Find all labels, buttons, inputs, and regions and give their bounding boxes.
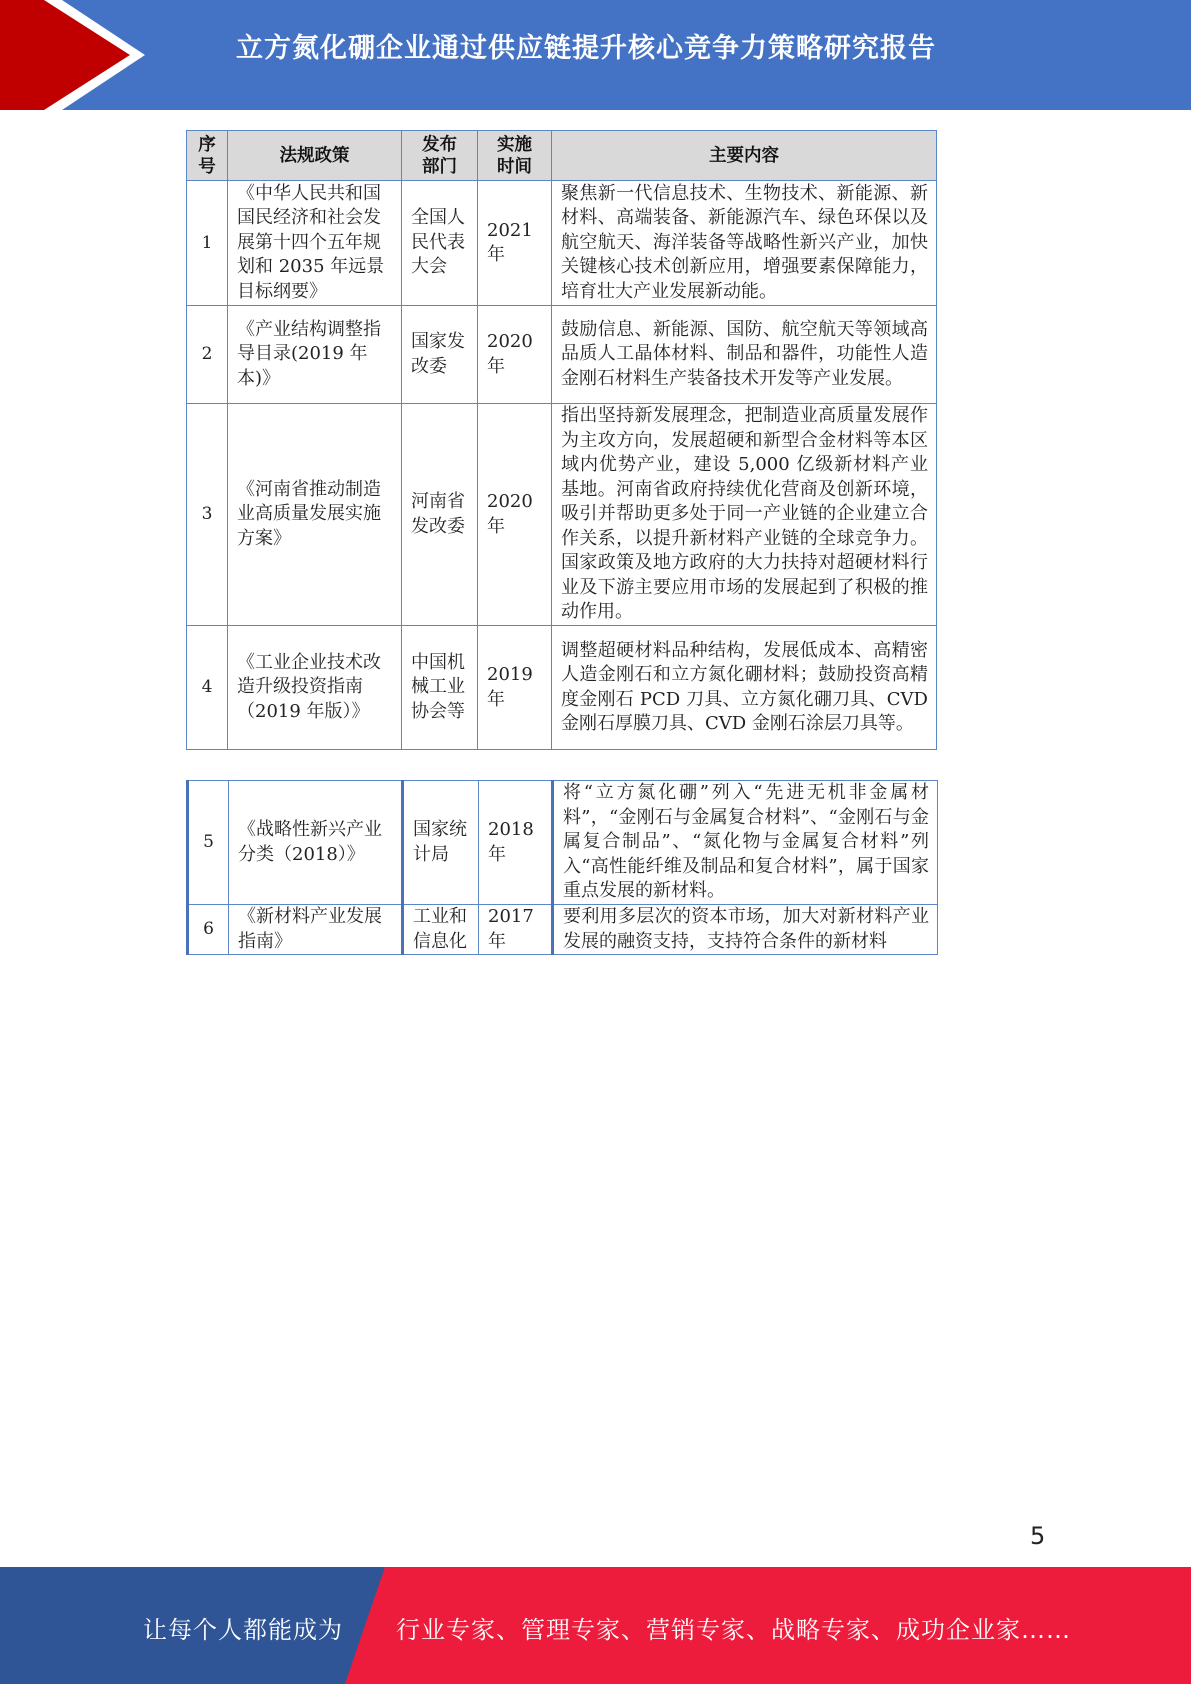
table-header-row	[187, 131, 937, 181]
row-year: 2020 年	[478, 306, 552, 404]
row-no: 5	[188, 781, 229, 905]
footer-slogan-right: 行业专家、管理专家、营销专家、战略专家、成功企业家……	[396, 1616, 1071, 1644]
row-law: 《河南省推动制造业高质量发展实施方案》	[228, 404, 402, 626]
row-main: 调整超硬材料品种结构，发展低成本、高精密人造金刚石和立方氮化硼材料；鼓励投资高精度金刚石 PCD 刀具、立方氮化硼刀具、CVD 金刚石厚膜刀具、CVD 金刚石涂层刀具等。	[552, 626, 937, 750]
row-law: 《新材料产业发展指南》	[229, 905, 403, 955]
row-dept: 中国机械工业协会等	[402, 626, 478, 750]
report-title: 立方氮化硼企业通过供应链提升核心竞争力策略研究报告	[236, 33, 936, 64]
header-no: 序号	[187, 131, 228, 181]
footer-banner	[0, 1567, 1191, 1684]
row-main: 聚焦新一代信息技术、生物技术、新能源、新材料、高端装备、新能源汽车、绿色环保以及航空航天、海洋装备等战略性新兴产业，加快关键核心技术创新应用，增强要素保障能力，培育壮大产业发展新动能。	[552, 181, 937, 306]
table-row	[187, 306, 937, 404]
row-law: 《工业企业技术改造升级投资指南（2019 年版）》	[228, 626, 402, 750]
row-dept: 工业和信息化	[403, 905, 479, 955]
row-dept: 国家发改委	[402, 306, 478, 404]
footer-slogan-left: 让每个人都能成为	[143, 1616, 343, 1644]
row-year: 2021 年	[478, 181, 552, 306]
header-law: 法规政策	[228, 131, 402, 181]
row-main: 要利用多层次的资本市场，加大对新材料产业发展的融资支持，支持符合条件的新材料	[553, 905, 938, 955]
row-main: 指出坚持新发展理念，把制造业高质量发展作为主攻方向，发展超硬和新型合金材料等本区域内优势产业，建设 5,000 亿级新材料产业基地。河南省政府持续优化营商及创新环境，吸引并帮助更多处于同一产业链的企业建立合作关系，以提升新材料产业链的全球竞争力。国家政策及地方政府的大力扶持对超硬材料行业及下游主要应用市场的发展起到了积极的推动作用。	[552, 404, 937, 626]
row-main: 鼓励信息、新能源、国防、航空航天等领域高品质人工晶体材料、制品和器件，功能性人造金刚石材料生产装备技术开发等产业发展。	[552, 306, 937, 404]
policy-table	[186, 130, 937, 750]
table-row	[188, 781, 938, 905]
header-year: 实施时间	[478, 131, 552, 181]
table-row	[187, 181, 937, 306]
row-no: 3	[187, 404, 228, 626]
row-law: 《中华人民共和国国民经济和社会发展第十四个五年规划和 2035 年远景目标纲要》	[228, 181, 402, 306]
header-banner	[0, 0, 1191, 110]
table-row	[188, 905, 938, 955]
row-no: 1	[187, 181, 228, 306]
header-dept: 发布部门	[402, 131, 478, 181]
row-main: 将“立方氮化硼”列入“先进无机非金属材料”，“金刚石与金属复合材料”、“金刚石与金属复合制品”、“氮化物与金属复合材料”列入“高性能纤维及制品和复合材料”，属于国家重点发展的新材料。	[553, 781, 938, 905]
row-law: 《战略性新兴产业分类（2018）》	[229, 781, 403, 905]
row-no: 4	[187, 626, 228, 750]
page-number: 5	[1030, 1522, 1046, 1550]
row-year: 2017 年	[479, 905, 553, 955]
row-dept: 国家统计局	[403, 781, 479, 905]
row-no: 6	[188, 905, 229, 955]
table-row	[187, 626, 937, 750]
row-year: 2018 年	[479, 781, 553, 905]
row-law: 《产业结构调整指导目录(2019 年本)》	[228, 306, 402, 404]
row-year: 2020 年	[478, 404, 552, 626]
header-main: 主要内容	[552, 131, 937, 181]
row-dept: 河南省发改委	[402, 404, 478, 626]
table-row	[187, 404, 937, 626]
row-no: 2	[187, 306, 228, 404]
row-dept: 全国人民代表大会	[402, 181, 478, 306]
row-year: 2019 年	[478, 626, 552, 750]
policy-table-continued	[186, 780, 938, 955]
